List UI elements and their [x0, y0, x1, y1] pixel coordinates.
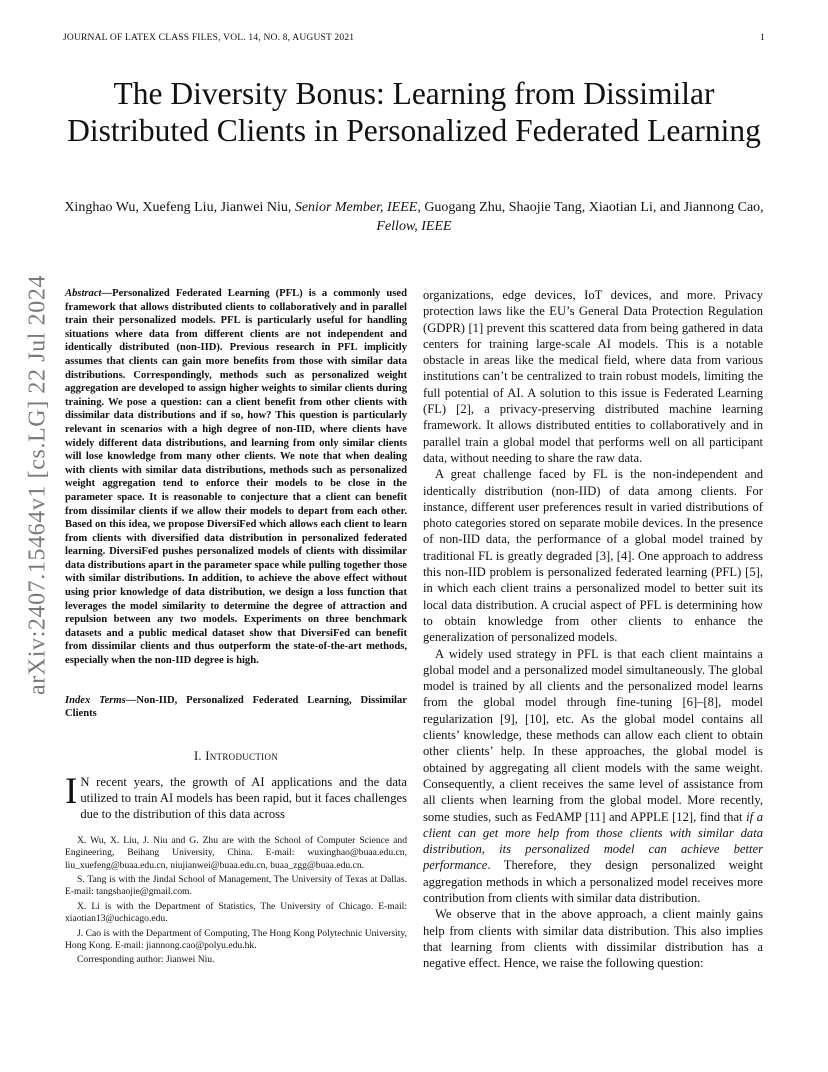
- body-paragraph-4: We observe that in the above approach, a client mainly gains help from clients with similar data distribution. This also implies that learning from clients with dissimilar distribution has a negative effect. Hence, we raise the following question:: [423, 907, 763, 971]
- body-paragraph-1: organizations, edge devices, IoT devices, and more. Privacy protection laws like the EU’s General Data Protection Regulation (GDPR) [1] prevent this scattered data from being gathered in data centers for training large-scale AI models. This is a notable obstacle in areas like the medical field, where data from various institutions can’t be centralized to train robust models, limiting the full potential of AI. A solution to this issue is Federated Learning (FL) [2], a privacy-preserving distributed machine learning framework. It allows distributed entities to collaboratively and in parallel train a global model that performs well on all participant data, without needing to share the raw data.: [423, 288, 763, 465]
- footnote-affiliation-polyu: J. Cao is with the Department of Computing, The Hong Kong Polytechnic University, Hong Kong. E-mail: jiannong.cao@polyu.edu.hk.: [65, 927, 407, 951]
- journal-header: JOURNAL OF LATEX CLASS FILES, VOL. 14, NO. 8, AUGUST 2021: [63, 33, 355, 43]
- section-number: I.: [193, 748, 202, 763]
- body-paragraph-3-emphasis: if a client can get more help from those clients with similar data distribution, its personalized model can achieve better performance: [423, 809, 763, 873]
- right-column: [423, 287, 763, 971]
- author-role-2: Fellow, IEEE: [376, 219, 452, 234]
- paper-title: The Diversity Bonus: Learning from Dissimilar Distributed Clients in Personalized Federated Learning: [67, 76, 761, 148]
- intro-paragraph: [65, 770, 407, 823]
- authors-part1: Xinghao Wu, Xuefeng Liu, Jianwei Niu,: [64, 200, 295, 215]
- author-list: [60, 198, 768, 236]
- footnote-spacer: [65, 823, 407, 835]
- index-terms: [65, 694, 407, 721]
- section-title: Introduction: [205, 748, 279, 763]
- arxiv-stamp-text: arXiv:2407.15464v1 [cs.LG] 22 Jul 2024: [24, 274, 51, 696]
- section-heading: [65, 749, 407, 764]
- abstract-label: Abstract: [65, 288, 102, 299]
- drop-cap: I: [65, 770, 78, 812]
- abstract: [65, 287, 407, 668]
- author-role-1: Senior Member, IEEE: [294, 200, 418, 215]
- intro-text: N recent years, the growth of AI applications and the data utilized to train AI models has been rapid, but it faces challenges due to the distribution of this data across: [80, 774, 407, 822]
- index-terms-label: Index Terms: [65, 694, 126, 706]
- body-paragraph-3-c: . Therefore, they design personalized weight aggregation methods in which a personalized model receives more contribution from clients with similar data distribution.: [423, 858, 763, 905]
- footnote-affiliation-utd: S. Tang is with the Jindal School of Management, The University of Texas at Dallas. E-mail: tangshaojie@gmail.com.: [65, 873, 407, 898]
- left-column: [65, 287, 407, 969]
- page-number: 1: [760, 33, 765, 43]
- body-paragraph-3-a: A widely used strategy in PFL is that each client maintains a global model and a personalized model simultaneously. The global model is trained by all clients and the personalized model learns from the global model through fine-tuning [6]–[8], model regularization [9], [10], etc. As the global model contains all clients’ knowledge, these methods can allow each client to obtain other clients’ help. In these approaches, the global model is obtained by aggregating all client models with the same weight. Consequently, a client receives the same level of assistance from all clients when learning from the global model. More recently, some studies, such as FedAMP [11] and APPLE [12], find that: [423, 646, 763, 824]
- body-paragraph-2: A great challenge faced by FL is the non-independent and identically distribution (non-IID) of data among clients. For instance, different user preferences result in varied distributions of photo categories stored on separate mobile devices. In the presence of non-IID data, the performance of a global model trained by traditional FL is greatly degraded [3], [4]. One approach to address this non-IID problem is personalized federated learning (PFL) [5], in which each client trains a personalized model to better suit its local data distribution. A crucial aspect of PFL is determining how to obtain knowledge from other clients to enhance the generalization of personalized models.: [423, 467, 763, 645]
- body-paragraph-3: [423, 646, 763, 907]
- index-terms-text: —Non-IID, Personalized Federated Learning, Dissimilar Clients: [65, 694, 407, 720]
- footnote-affiliation-buaa: X. Wu, X. Liu, J. Niu and G. Zhu are with the School of Computer Science and Engineering, Beihang University, China. E-mail: wuxinghao@buaa.edu.cn, liu_xuefeng@buaa.edu.cn, niujianwei@buaa.edu.cn, buaa_zgg@buaa.edu.cn.: [65, 834, 407, 871]
- running-header: [63, 33, 765, 43]
- abstract-text: —Personalized Federated Learning (PFL) is a commonly used framework that allows distributed clients to collaboratively and in parallel train their personalized models. PFL is particularly useful for handling situations where data from different clients are not independent and identically distributed (non-IID). Previous research in PFL implicitly assumes that clients can gain more benefits from those with similar data distributions. Correspondingly, methods such as personalized weight aggregation are developed to assign higher weights to similar clients during training. We pose a question: can a client benefit from other clients with dissimilar data distributions and if so, how? This question is particularly relevant in scenarios with a high degree of non-IID, where clients have widely different data distributions, and learning from only similar clients will lose knowledge from many other clients. We note that when dealing with clients with similar data distributions, methods such as personalized weight aggregation tend to enforce their models to be close in the parameter space. It is reasonable to conjecture that a client can benefit from dissimilar clients if we allow their models to depart from each other. Based on this idea, we propose DiversiFed which allows each client to learn from clients with diversified data distribution in personalized federated learning. DiversiFed pushes personalized models of clients with dissimilar data distributions apart in the parameter space while pulling together those with similar distributions. In addition, to achieve the above effect without using prior knowledge of data distribution, we design a loss function that leverages the model similarity to determine the degree of attraction and repulsion between any two models. Experiments on three benchmark datasets and a public medical dataset show that DiversiFed can benefit from dissimilar clients and thus outperform the state-of-the-art methods, especially when the non-IID degree is high.: [65, 288, 407, 667]
- footnote-corresponding-author: Corresponding author: Jianwei Niu.: [77, 954, 215, 966]
- authors-part2: , Guogang Zhu, Shaojie Tang, Xiaotian Li, and Jiannong Cao,: [417, 200, 764, 215]
- footnote-affiliation-uchicago: X. Li is with the Department of Statistics, The University of Chicago. E-mail: xiaotian13@uchicago.edu.: [65, 900, 407, 925]
